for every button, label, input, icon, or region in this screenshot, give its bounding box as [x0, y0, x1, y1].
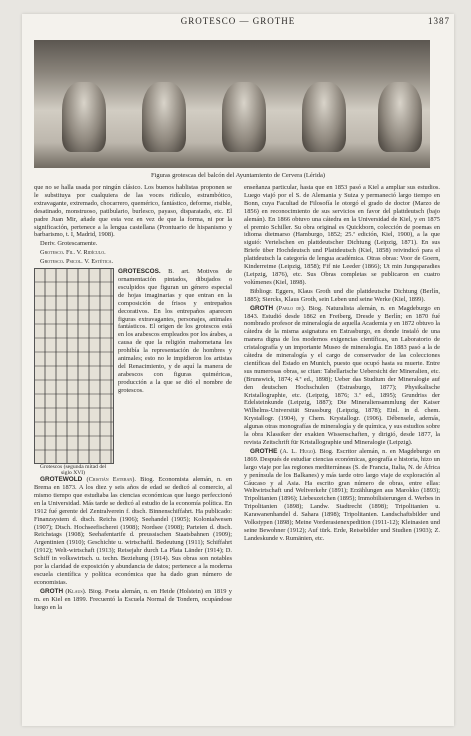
grotesque-figure: [142, 82, 186, 152]
bibliography: Bibliogr. Eggers, Klaus Groth und die plattdeutsche Dichtung (Berlín, 1885); Siercks, Klaus Groth, sein Leben und seine Werke (Kiel, 1899).: [244, 287, 440, 303]
photo-caption: Figuras grotescas del balcón del Ayuntamiento de Cervera (Lérida): [150, 172, 326, 179]
grotesque-figure: [62, 82, 106, 152]
ornament-caption: Grotescos (segunda mitad del siglo XVI): [39, 464, 107, 477]
page-header: [22, 16, 454, 32]
grotescos-entry: [34, 268, 232, 477]
entry-body: B. art. Motivos de ornamentación pintados, dibujados o esculpidos que figuran un género especial de hojas imaginarias y que entran en la composición de frisos y entrepaños decorativos. En los entrepaños aparecen figuras extravagantes, personajes, animales fantásticos. El origen de los grotescos está en los arabescos empleados por los árabes, a causa de que la religión mahometana les prohibía la representación de hombres y animales; esto no le impidieron los artistas del Renacimiento, y de aquí la manera de arabescos con figuras quiméricas, producción a la que se dió el nombre de grotescos.: [118, 268, 232, 394]
entry-text: [118, 268, 232, 395]
grotesque-figure: [378, 82, 422, 152]
headword: GROTHE: [250, 447, 278, 455]
entry-body: Biog. Economista alemán, n. en Brema en 1873. A los diez y seis años de edad se dedicó al comercio, al mismo tiempo que estudiaba las ciencias económicas que luego perfeccionó en la Universidad. Más tarde se dedicó al estudio de la economía política. En 1912 fué gerente del Zentralverein f. dtsch. Binnenschiffahrt. Ha publicado: Finanzsystem d. dtsch. Reichs (1906); Seehandel (1905); Kolonialwesen (1907); Dtsch. Hochseefischerei (1908); Nordsee (1908); Parteien d. dtsch. Reichstags (1908); Seehafentarife d. preussischen Staatsbahnen (1909); Argentinien (1910); Geschichte u. wirtschaftl. Bedeutung (1911); Schiffahrt (1912); Welt-wirtschaft (1913); Reisejahr durch La Plata Länder (1914); D. Schiff in volkswirtsch. u. techn. Beziehung (1914). Sus obras son notables por la claridad de exposición y abundancia de datos; pertenece a la moderna escuela científica y política económica que ha dado gran número de economistas.: [34, 476, 232, 586]
right-column: [244, 184, 440, 544]
entry-name: (Pablo de).: [276, 304, 306, 312]
entry-name: (Klaus).: [65, 587, 87, 595]
grotesque-figure: [302, 82, 346, 152]
page-number: 1387: [428, 16, 450, 26]
entry-body: Biog. Escritor alemán, n. en Magdeburgo en 1869. Después de estudiar ciencias económicas, geografía e historia, hizo un largo viaje por las regiones mediterráneas (S. de Francia, Italia, N. de África y península de los Balkanes) y más tarde otro largo viaje de exploración al Cáucaso y al Asia. Ha escrito gran número de obras, entre ellas: Weltwirtschaft und Weltverkehr (1891); Erzählungen aus Marokko (1893); Tripolitanien (1896); Liebeszeichen (1895); Immobilisierungen d. Werbes in Tripolitanien (1898); Landw. Stadtrecht (1898); Tripolitanien u. Karawanenhandel d. Sahara (1898); Tripolitanien. Landschaftsbilder und Volkstypen (1898); Meine Vorderasienexpedition (1911-12); Kleinasien und seine Bewohner (1912); Auf türk. Erde, Reisebilder und Studien (1903); Z. Landeskunde v. Rumänien, etc.: [244, 447, 440, 542]
grothe-entry: [244, 448, 440, 543]
running-head: GROTESCO — GROTHE: [180, 16, 296, 26]
cross-reference: Grotesco. Psicol. V. Estética.: [40, 258, 114, 266]
entry-name: (A. L. Hugo).: [280, 447, 317, 455]
groth-klaus-entry: [34, 588, 232, 612]
derivation-line: Deriv. Grotescamente.: [40, 240, 98, 248]
left-column: [34, 184, 232, 612]
grotescos-ornament-image: [34, 268, 114, 464]
paragraph: enseñanza particular, hasta que en 1853 pasó a Kiel a ampliar sus estudios. Luego viajó por el S. de Alemania y Suiza y permaneció largo tiempo en Bonn, cuya Facultad de Filosofía le otorgó el grado de doctor (Marzo de 1856) en reconocimiento de sus servicios en favor del plattdeutsch (bajo alemán). En 1866 obtuvo una cátedra en la Universidad de Kiel, y en 1875 el premio Schiller. Su obra original es Quickborn, colección de poemas en idioma dietmarso (Hamburgo, 1852; 25.ª edición, Kiel, 1900), a la que siguió: Vertelschen en plattdeutscher Dichtung (Leipzig, 1871). En sus Briefe über Hochdeutsch und Plattdeutsch (Kiel, 1858) reivindicó para el plattdeutsch la categoría de lengua académica. Otras obras: Voor de Goern, Kinderreime (Leipzig, 1858); Fif nie Leeder (1866); Ut min Jungsparadies (Leipzig, 1876), etc. Sus Obras completas se publicaron en cuatro volúmenes (Kiel, 1898).: [244, 184, 440, 286]
grotewold-entry: [34, 476, 232, 587]
balcony-photo: [34, 40, 430, 168]
grotesque-figure: [222, 82, 266, 152]
entry-body: Biog. Poeta alemán, n. en Heide (Holstein) en 1819 y m. en Kiel en 1899. Frecuentó la Escuela Normal de Tondern, ocupándose luego en la: [34, 587, 232, 611]
groth-pablo-entry: [244, 305, 440, 447]
headword: GROTEWOLD: [40, 476, 83, 484]
headword: GROTH: [40, 587, 64, 595]
cross-reference: Grotesco. Fil. V. Ridículo.: [40, 249, 106, 257]
headword: GROTH: [250, 304, 274, 312]
headword: GROTESCOS.: [118, 268, 161, 276]
document-page: [22, 14, 454, 726]
entry-name: (Cristián Esteban).: [86, 476, 136, 484]
paragraph: que no se halla usada por ningún clásico. Los buenos hablistas proponen se le substituya por cualquiera de las voces ridículo, estrambótico, extravagante, extremado, chocarrero, quemérico, fantástico, deforme, risible, desatinado, monstruoso, patibulario, burlesco, payaso, disparatado, etc. El padre Juan Mir, añade que esta voz en vez de que la forma, ni por la significación, pertenece a la lengua castellana (Prontuario de hispanismo y barbarismo, t. I, Madrid, 1908).: [34, 184, 232, 239]
entry-body: Biog. Naturalista alemán, n. en Magdeburgo en 1843. Estudió desde 1862 en Freiberg, Dresde y Berlín; en 1870 fué nombrado profesor de mineralogía de aquella Academia y en 1872 obtuvo la cátedra de la misma asignatura en Estrasburgo, en donde instaló de una manera digna de los modernos exigencias científicas, un Laboratorio de cristalografía y un importante Museo de mineralogía. En 1883 pasó a la de cátedra de mineralogía y el cargo de conservador de las colecciones científicas del Estado en Munich, puesto que ocupó hasta su muerte. Entre sus numerosas obras, se citan: Tabellarische Uebersicht der Mineralien, etc. (Brunswick, 1874; 4.ª ed., 1898); Ueber das Studium der Mineralogie auf den deutschen Hochschulen (Estrasburgo, 1877); Physikalische Kristallographie, etc. (Leipzig, 1876; 3.ª ed., 1895); Grundriss der Edelsteinkunde (Leipzig, 1887); Die Mineraliensammlung der Kaiser Wilhelms-Universität Strassburg (Leipzig, 1878); Einl. in d. chem. Krystallogr. (1904), y Chem. Krystallogr. (1906). Débensele, además, algunas otras monografías de mineralogía y de química, y sus estudios sobre la obra Klassiker der exakten Wissenschaften, y dirigió, desde 1877, la revista Zeitschrift für Kristallographie und Mineralogie (Leipzig).: [244, 304, 440, 446]
